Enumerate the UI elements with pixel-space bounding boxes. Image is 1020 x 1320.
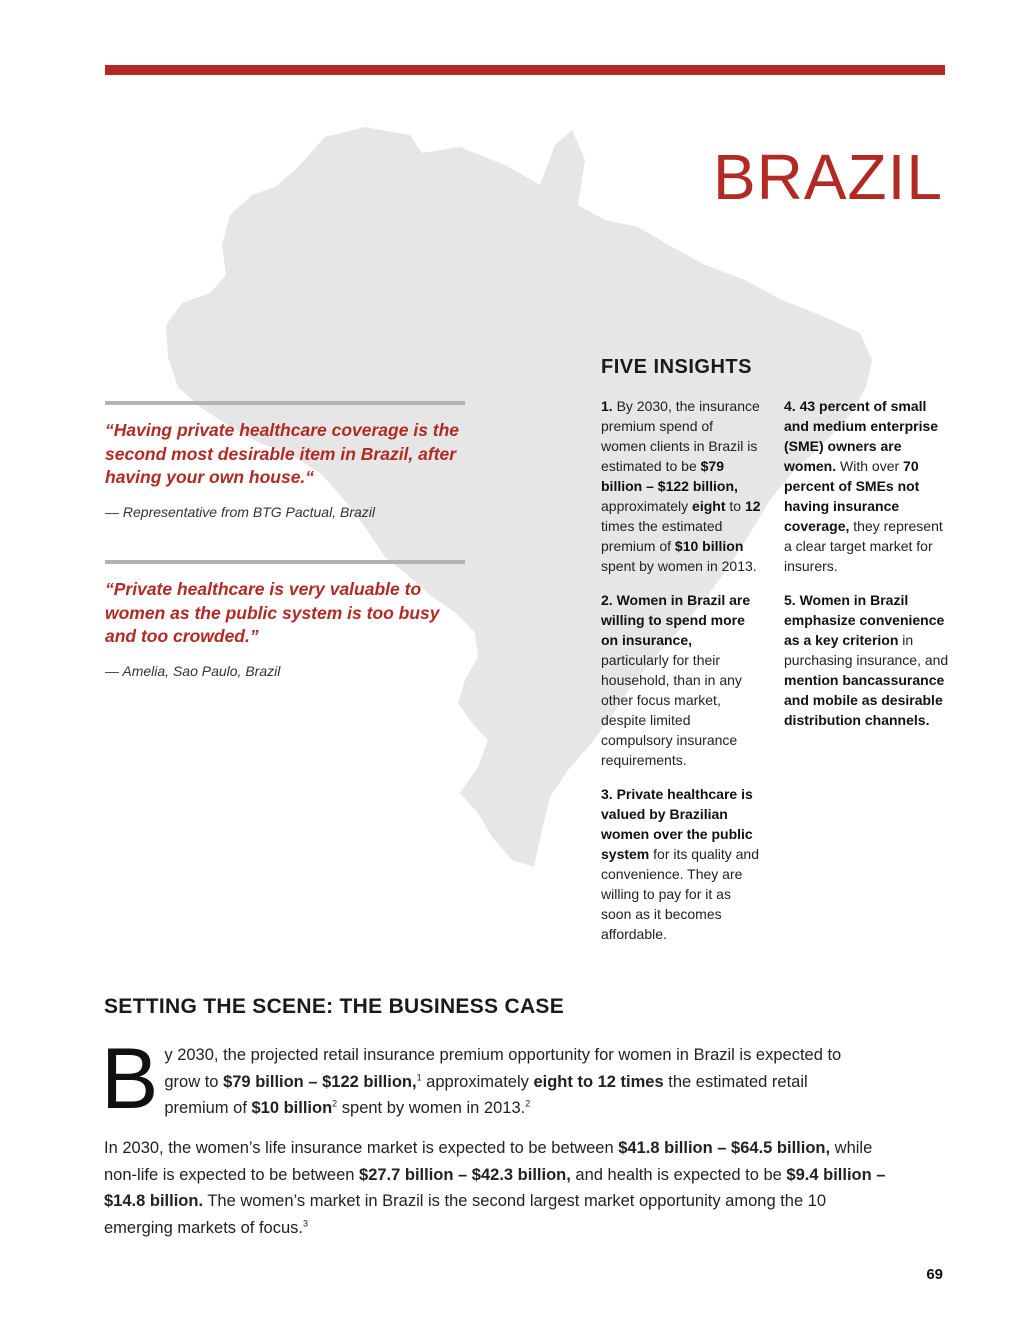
insights-heading: FIVE INSIGHTS <box>601 356 752 378</box>
paragraph-highlight: $27.7 billion – $42.3 billion, <box>359 1165 571 1184</box>
paragraph-highlight: $79 billion – $122 billion, <box>223 1072 417 1091</box>
insight-text: With over <box>836 458 904 474</box>
insight-number: 5. <box>784 592 796 608</box>
insight-highlight: Private healthcare is valued by Brazilian women over the public system <box>601 786 753 862</box>
quote-2 <box>105 560 465 679</box>
paragraph-text: spent by women in 2013. <box>337 1099 526 1117</box>
paragraph-text: In 2030, the women’s life insurance market is expected to be between <box>104 1139 619 1157</box>
insight-highlight: 70 percent of SMEs not having insurance coverage, <box>784 458 920 534</box>
insight-highlight: Women in Brazil emphasize convenience as a key criterion <box>784 592 945 648</box>
insight-highlight: eight <box>692 498 726 514</box>
drop-cap: B <box>101 1031 159 1127</box>
footnote-ref: 2 <box>525 1098 531 1109</box>
insight-highlight: 43 percent of small and medium enterprise (SME) owners are women. <box>784 398 939 474</box>
body-paragraph <box>104 1135 894 1241</box>
insight-highlight: $79 billion – $122 billion, <box>601 458 738 494</box>
insight-number: 2. <box>601 592 613 608</box>
insight-text: in purchasing insurance, and <box>784 632 949 668</box>
paragraph-text: approximately <box>421 1072 534 1091</box>
insight-highlight: 12 <box>744 498 761 514</box>
insight-text: times the estimated premium of <box>601 518 723 554</box>
insight-text: particularly for their household, than in any other focus market, despite limited compulsory insurance requirements. <box>601 652 742 768</box>
country-title: BRAZIL <box>712 141 943 213</box>
insight-1 <box>601 396 761 576</box>
paragraph-text: the estimated retail premium of <box>164 1072 808 1117</box>
quote-text: “Private healthcare is very valuable to women as the public system is too busy and too crowded.” <box>105 579 440 646</box>
paragraph-highlight: eight to 12 times <box>533 1072 664 1091</box>
insight-text: for its quality and convenience. They are willing to pay for it as soon as it becomes affordable. <box>601 846 759 942</box>
insight-number: 4. <box>784 398 796 414</box>
insight-4 <box>784 396 950 576</box>
insight-text: approximately <box>601 498 693 514</box>
footnote-ref: 2 <box>332 1098 338 1109</box>
paragraph-text: and health is expected to be <box>570 1165 787 1184</box>
paragraph-text: y 2030, the projected retail insurance premium opportunity for women in Brazil is expected to grow to <box>164 1046 842 1091</box>
insights-column-left <box>601 396 761 958</box>
quote-1 <box>105 401 465 520</box>
page-number: 69 <box>926 1266 943 1283</box>
paragraph-highlight: $9.4 billion – $14.8 billion. <box>104 1165 886 1210</box>
insight-number: 1. <box>601 398 613 414</box>
insight-text: spent by women in 2013. <box>601 558 757 574</box>
insight-2 <box>601 590 761 770</box>
quote-attribution: — Representative from BTG Pactual, Brazil <box>105 503 375 520</box>
section-heading: SETTING THE SCENE: THE BUSINESS CASE <box>104 995 565 1018</box>
paragraph-highlight: $10 billion <box>251 1099 333 1117</box>
lead-paragraph <box>101 1031 874 1127</box>
quote-attribution: — Amelia, Sao Paulo, Brazil <box>105 662 281 679</box>
insight-highlight: Women in Brazil are willing to spend more on insurance, <box>601 592 751 648</box>
insight-text: to <box>725 498 745 514</box>
footnote-ref: 1 <box>416 1072 422 1082</box>
insight-text: By 2030, the insurance premium spend of women clients in Brazil is estimated to be <box>601 398 760 474</box>
insight-highlight: mention bancassurance and mobile as desirable distribution channels. <box>784 672 945 728</box>
top-accent-bar <box>105 65 945 75</box>
paragraph-text: while non-life is expected to be between <box>104 1139 873 1184</box>
quote-text: “Having private healthcare coverage is the second most desirable item in Brazil, after having your own house.“ <box>105 420 460 487</box>
insight-3 <box>601 784 761 944</box>
insight-text: they represent a clear target market for insurers. <box>784 518 943 574</box>
insight-5 <box>784 590 950 730</box>
paragraph-highlight: $41.8 billion – $64.5 billion, <box>618 1139 831 1157</box>
quote-divider <box>105 401 465 405</box>
insight-highlight: $10 billion <box>674 538 744 554</box>
insights-column-right <box>784 396 950 744</box>
insight-number: 3. <box>601 786 613 802</box>
paragraph-text: The women’s market in Brazil is the second largest market opportunity among the 10 emerging markets of focus. <box>104 1192 827 1237</box>
quote-divider <box>105 560 465 564</box>
footnote-ref: 3 <box>303 1218 309 1228</box>
